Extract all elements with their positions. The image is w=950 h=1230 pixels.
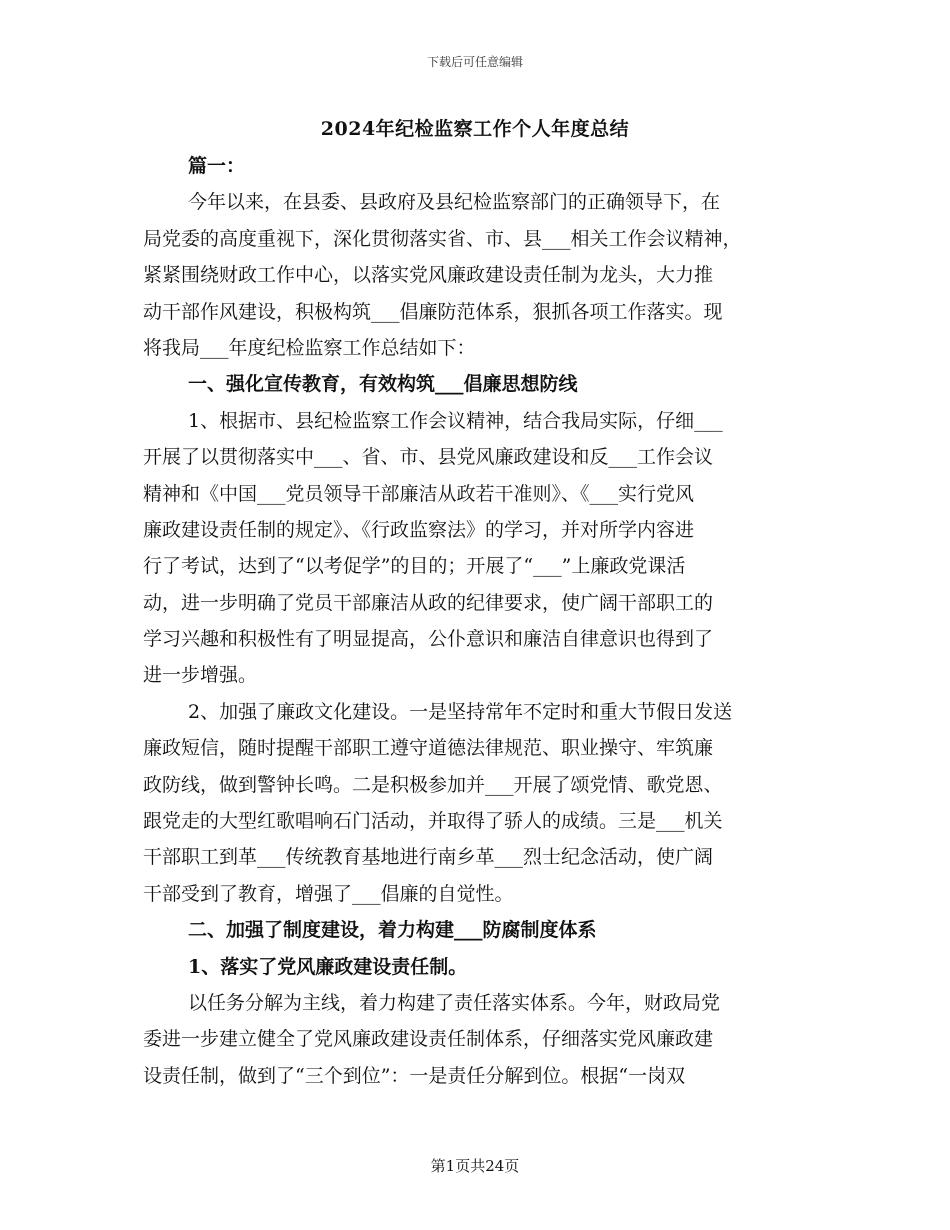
text-line: 委进一步建立健全了党风廉政建设责任制体系，仔细落实党风廉政建: [143, 1028, 714, 1051]
section-heading-line: 一、强化宣传教育，有效构筑___倡廉思想防线: [188, 373, 578, 396]
text-line: 干部受到了教育，增强了___倡廉的自觉性。: [143, 882, 514, 905]
page-footer: 第1页共24页: [430, 1157, 520, 1175]
text-line: 政防线，做到警钟长鸣。二是积极参加并___开展了颂党情、歌党恩、: [143, 773, 723, 796]
text-line: 动，进一步明确了党员干部廉洁从政的纪律要求，使广阔干部职工的: [143, 591, 714, 614]
section-heading-line: 二、加强了制度建设，着力构建___防腐制度体系: [188, 919, 597, 942]
text-line: 廉政建设责任制的规定》、《行政监察法》的学习，并对所学内容进: [143, 518, 695, 541]
text-line: 紧紧围绕财政工作中心，以落实党风廉政建设责任制为龙头，大力推: [143, 264, 714, 287]
section-heading-line: 篇一：: [188, 155, 246, 177]
text-line: 2、加强了廉政文化建设。一是坚持常年不定时和重大节假日发送: [188, 700, 733, 723]
document-body: [143, 148, 807, 1094]
text-line: 今年以来，在县委、县政府及县纪检监察部门的正确领导下，在: [188, 191, 721, 214]
header-note: 下载后可任意编辑: [426, 55, 523, 69]
text-line: 干部职工到革___传统教育基地进行南乡革___烈士纪念活动，使广阔: [143, 846, 714, 869]
text-line: 跟党走的大型红歌唱响石门活动，并取得了骄人的成绩。三是___机关: [143, 810, 723, 833]
text-line: 局党委的高度重视下，深化贯彻落实省、市、县___相关工作会议精神，: [143, 227, 742, 250]
text-line: 设责任制，做到了“三个到位”：一是责任分解到位。根据“一岗双: [143, 1064, 686, 1087]
text-line: 1、根据市、县纪检监察工作会议精神，结合我局实际，仔细___: [188, 409, 723, 432]
section-heading-line: 1、落实了党风廉政建设责任制。: [188, 955, 468, 978]
text-line: 将我局___年度纪检监察工作总结如下：: [143, 336, 476, 359]
text-line: 进一步增强。: [143, 664, 258, 687]
text-line: 动干部作风建设，积极构筑___倡廉防范体系，狠抓各项工作落实。现: [143, 300, 723, 323]
text-line: 以任务分解为主线，着力构建了责任落实体系。今年，财政局党: [188, 991, 721, 1014]
text-line: 精神和《中国___党员领导干部廉洁从政若干准则》、《___实行党风: [143, 482, 695, 505]
text-line: 开展了以贯彻落实中___、省、市、县党风廉政建设和反___工作会议: [143, 446, 714, 469]
text-line: 行了考试，达到了“以考促学”的目的；开展了“___”上廉政党课活: [143, 555, 686, 578]
text-line: 廉政短信，随时提醒干部职工遵守道德法律规范、职业操守、牢筑廉: [143, 737, 714, 760]
document-title: 2024年纪检监察工作个人年度总结: [320, 118, 630, 140]
text-line: 学习兴趣和积极性有了明显提高，公仆意识和廉洁自律意识也得到了: [143, 628, 714, 651]
